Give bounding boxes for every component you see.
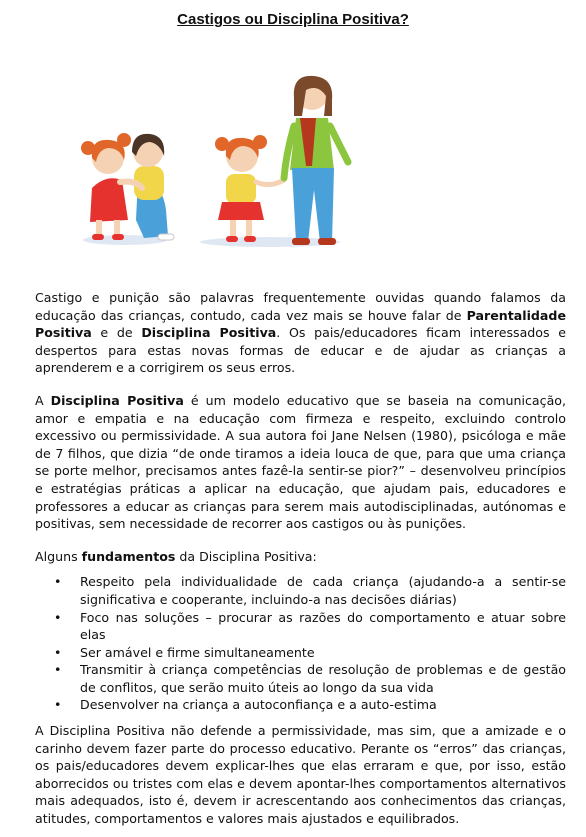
list-item: • Ser amável e firme simultaneamente — [80, 644, 566, 662]
fundamentals-intro: Alguns fundamentos da Disciplina Positiva: — [35, 548, 317, 564]
hugging-girls-figure — [81, 133, 174, 245]
girl-and-woman-figure — [200, 76, 348, 247]
page-title: Castigos ou Disciplina Positiva? — [177, 11, 409, 28]
intro-paragraph: Castigo e punição são palavras frequentemente ouvidas quando falamos da educação das crianças, contudo, cada vez mais se houve falar de Parentalidade Positiva e de Disciplina Positiva. Os pais/educadores ficam interessados e despertos para estas novas formas de educar e de ajudar as crianças a aprenderem e a corrigirem os seus erros. — [35, 290, 567, 376]
list-item: • Desenvolver na criança a autoconfiança e a auto-estima — [80, 696, 566, 714]
list-item: • Foco nas soluções – procurar as razões do comportamento e atuar sobre elas — [80, 609, 566, 644]
conclusion-paragraph: A Disciplina Positiva não defende a permissividade, mas sim, que a amizade e o carinho devem fazer parte do processo educativo. Perante os “erros” das crianças, os pais/educadores devem explicar-lhes que elas erraram e que, por isso, estão aborrecidos ou tristes com elas e devem apontar-lhes comportamentos alternativos mais adequados, isto é, devem ir acrescentando aos conhecimentos das crianças, atitudes, comportamentos e valores mais ajustados e equilibrados. — [35, 723, 566, 827]
list-item: • Transmitir à criança competências de resolução de problemas e de gestão de conflitos, que serão muito úteis ao longo da sua vida — [80, 661, 566, 696]
definition-paragraph: A Disciplina Positiva é um modelo educativo que se baseia na comunicação, amor e empatia e na educação com firmeza e respeito, excluindo controlo excessivo ou permissividade. A sua autora foi Jane Nelsen (1980), psicóloga e mãe de 7 filhos, que dizia “de onde tiramos a ideia louca de que, para que uma criança se porte melhor, precisamos antes fazê-la sentir-se pior?” – desenvolveu princípios e estratégias práticas a aplicar na educação, que ajudam pais, educadores e professores a educar as crianças para serem mais autodisciplinadas, autónomas e positivas, sem necessidade de recorrer aos castigos ou às punições. — [35, 392, 566, 532]
list-item: • Respeito pela individualidade de cada criança (ajudando-a a sentir-se significativa e cooperante, incluindo-a nas decisões diárias) — [80, 573, 566, 608]
fundamentals-list — [35, 573, 566, 714]
children-illustration — [70, 70, 360, 260]
article-body — [35, 289, 566, 828]
